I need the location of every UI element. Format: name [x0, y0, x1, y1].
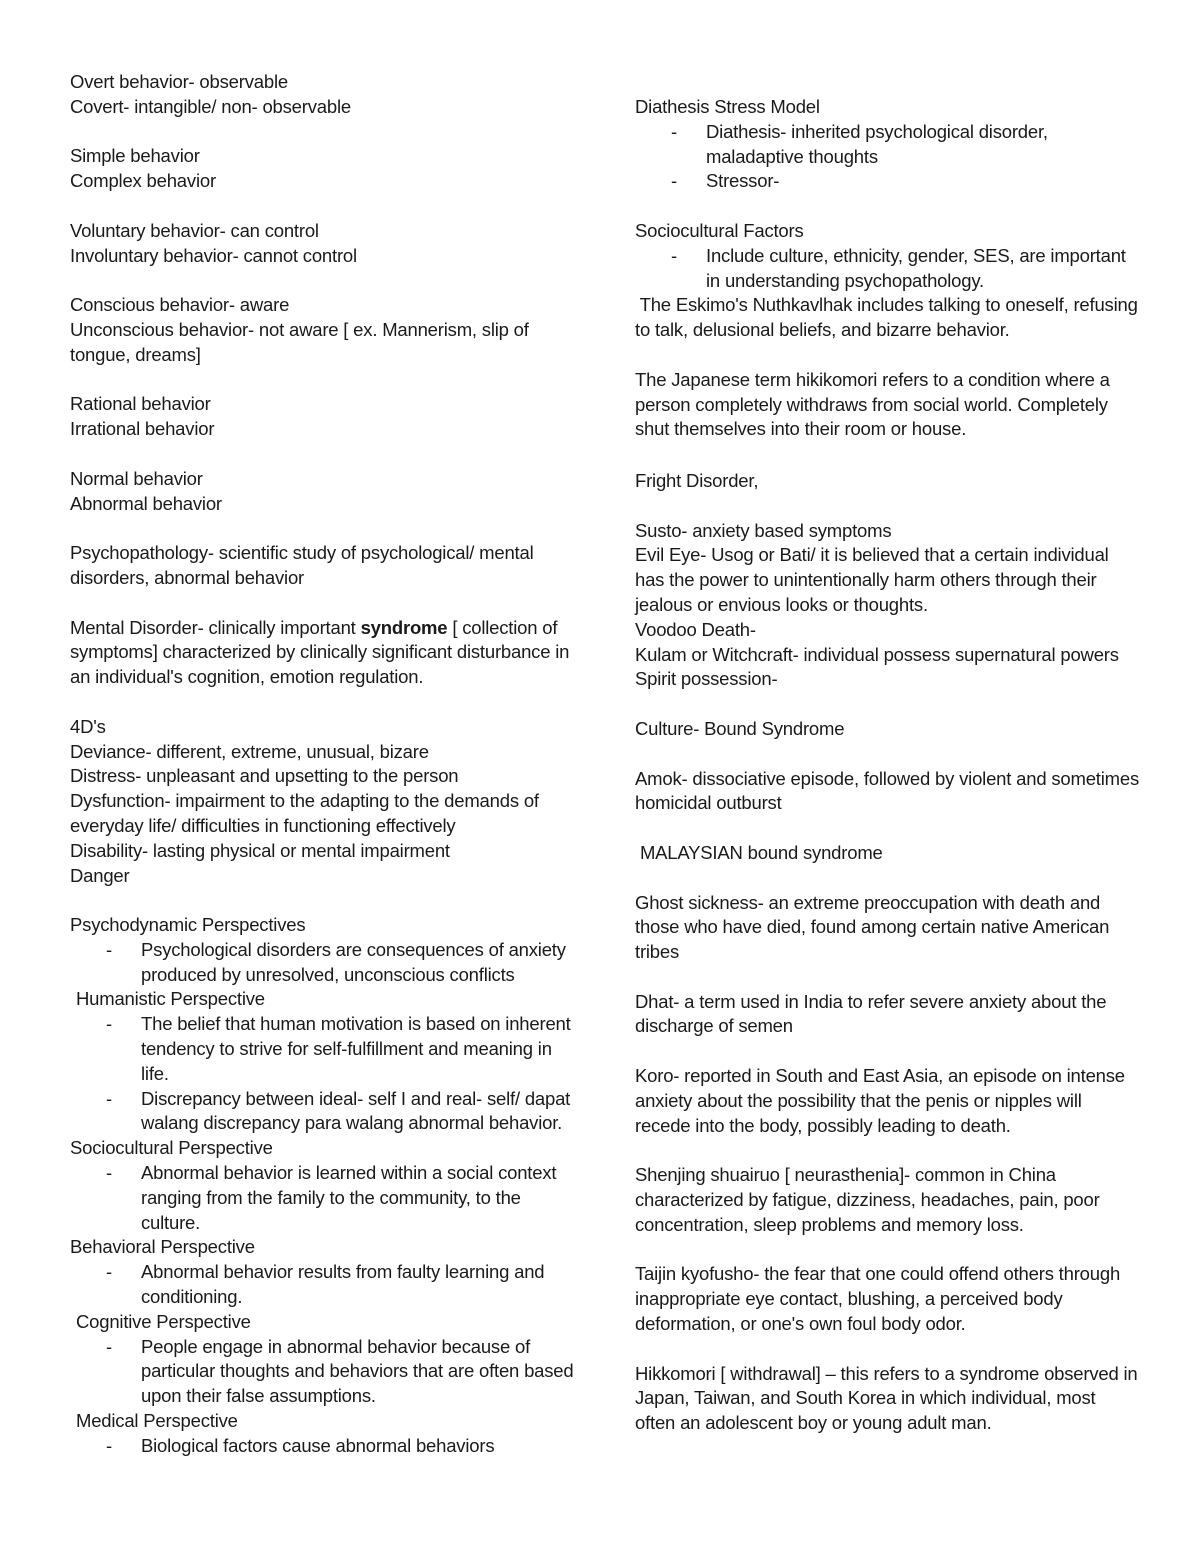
text-line: Stressor- [706, 170, 780, 192]
text-line: Ghost sickness- an extreme preoccupation with death and [635, 891, 1101, 913]
section-heading: Cognitive Perspective [76, 1310, 251, 1332]
mental-disorder-line [70, 616, 580, 641]
text-line: shut themselves into their room or house. [635, 418, 967, 440]
text-line: walang discrepancy para walang abnormal behavior. [141, 1112, 563, 1134]
text-line: Abnormal behavior is learned within a social context [141, 1162, 557, 1184]
text-line: homicidal outburst [635, 792, 782, 814]
text-line: Koro- reported in South and East Asia, an episode on intense [635, 1065, 1125, 1087]
bullet-item [635, 120, 1145, 170]
section-heading: Psychodynamic Perspectives [70, 914, 306, 936]
text-line: conditioning. [141, 1286, 243, 1308]
section-heading: Humanistic Perspective [76, 988, 265, 1010]
dash-marker: - [106, 1434, 112, 1456]
text-line: concentration, sleep problems and memory loss. [635, 1213, 1024, 1235]
text-line: discharge of semen [635, 1015, 793, 1037]
text-line: in understanding psychopathology. [706, 269, 984, 291]
text-line: People engage in abnormal behavior because of [141, 1335, 531, 1357]
text-line: ranging from the family to the community, to the [141, 1186, 521, 1208]
section-heading: Sociocultural Factors [635, 219, 804, 241]
text-line: jealous or envious looks or thoughts. [635, 593, 928, 615]
dash-marker: - [106, 1335, 112, 1357]
text-line: has the power to unintentionally harm others through their [635, 569, 1097, 591]
text-line: Voluntary behavior- can control [70, 219, 319, 241]
text-line: Psychological disorders are consequences of anxiety [141, 938, 566, 960]
text-line: Dhat- a term used in India to refer severe anxiety about the [635, 990, 1107, 1012]
text-line: Overt behavior- observable [70, 71, 288, 92]
text-line: The Eskimo's Nuthkavlhak includes talking to oneself, refusing [635, 294, 1138, 316]
text-line: maladaptive thoughts [706, 145, 878, 167]
text-line: Japan, Taiwan, and South Korea in which individual, most [635, 1387, 1096, 1409]
text-line: Abnormal behavior [70, 492, 222, 514]
text-line: Fright Disorder, [635, 469, 759, 491]
bullet-item [635, 169, 1145, 194]
text-line: Danger [70, 864, 130, 886]
text-line: Diathesis- inherited psychological disorder, [706, 120, 1048, 142]
text-line: Abnormal behavior results from faulty learning and [141, 1261, 545, 1283]
text-line: Covert- intangible/ non- observable [70, 95, 351, 117]
section-heading: 4D's [70, 715, 106, 737]
section-heading: Behavioral Perspective [70, 1236, 255, 1258]
dash-marker: - [106, 1087, 112, 1109]
bullet-item [70, 1260, 580, 1310]
text-line: Amok- dissociative episode, followed by violent and sometimes [635, 767, 1139, 789]
section-heading: Sociocultural Perspective [70, 1137, 273, 1159]
text-line: Susto- anxiety based symptoms [635, 519, 892, 541]
section-heading: Medical Perspective [76, 1410, 238, 1432]
text-span: Mental Disorder- clinically important [70, 616, 361, 638]
text-line: person completely withdraws from social world. Completely [635, 393, 1108, 415]
text-line: MALAYSIAN bound syndrome [635, 841, 883, 863]
text-line: Evil Eye- Usog or Bati/ it is believed that a certain individual [635, 544, 1109, 566]
bullet-item [70, 938, 580, 988]
text-line: Include culture, ethnicity, gender, SES, are important [706, 244, 1126, 266]
text-line: Irrational behavior [70, 418, 215, 440]
text-line: an individual's cognition, emotion regulation. [70, 666, 424, 688]
text-line: tongue, dreams] [70, 343, 201, 365]
text-line: Unconscious behavior- not aware [ ex. Mannerism, slip of [70, 318, 529, 340]
text-line: tribes [635, 941, 680, 963]
text-line: disorders, abnormal behavior [70, 566, 304, 588]
dash-marker: - [106, 1162, 112, 1184]
text-line: Complex behavior [70, 170, 216, 192]
text-line: The belief that human motivation is based on inherent [141, 1013, 571, 1035]
text-line: everyday life/ difficulties in functioning effectively [70, 814, 456, 836]
bullet-item [70, 1161, 580, 1235]
bullet-item [70, 1012, 580, 1086]
text-line: deformation, or one's own foul body odor. [635, 1313, 966, 1335]
text-line: produced by unresolved, unconscious conflicts [141, 963, 515, 985]
text-line: Rational behavior [70, 393, 211, 415]
text-line: Spirit possession- [635, 668, 778, 690]
text-line: Involuntary behavior- cannot control [70, 244, 357, 266]
text-line: Conscious behavior- aware [70, 294, 290, 316]
text-line: Distress- unpleasant and upsetting to the person [70, 765, 459, 787]
text-line: anxiety about the possibility that the penis or nipples will [635, 1089, 1082, 1111]
text-line: Kulam or Witchcraft- individual possess supernatural powers [635, 643, 1119, 665]
right-column [635, 95, 1145, 1436]
text-line: Discrepancy between ideal- self I and real- self/ dapat [141, 1087, 571, 1109]
text-line: Simple behavior [70, 145, 200, 167]
text-line: upon their false assumptions. [141, 1385, 376, 1407]
bullet-item [70, 1335, 580, 1409]
dash-marker: - [671, 170, 677, 192]
left-column [70, 70, 580, 1459]
text-line: culture. [141, 1211, 201, 1233]
text-line: Dysfunction- impairment to the adapting to the demands of [70, 790, 539, 812]
section-heading: Diathesis Stress Model [635, 96, 820, 117]
dash-marker: - [106, 938, 112, 960]
text-line: Normal behavior [70, 467, 203, 489]
text-line: recede into the body, possibly leading to death. [635, 1114, 1011, 1136]
dash-marker: - [106, 1261, 112, 1283]
text-line: Deviance- different, extreme, unusual, bizare [70, 740, 429, 762]
text-line: characterized by fatigue, dizziness, headaches, pain, poor [635, 1189, 1100, 1211]
syndrome-term: syndrome [360, 616, 448, 638]
text-line: Biological factors cause abnormal behaviors [141, 1434, 495, 1456]
dash-marker: - [671, 244, 677, 266]
text-line: Taijin kyofusho- the fear that one could offend others through [635, 1263, 1121, 1285]
bullet-item [635, 244, 1145, 294]
text-line: Shenjing shuairuo [ neurasthenia]- common in China [635, 1164, 1056, 1186]
dash-marker: - [106, 1013, 112, 1035]
text-line: those who have died, found among certain native American [635, 916, 1110, 938]
text-line: Disability- lasting physical or mental impairment [70, 839, 450, 861]
text-line: life. [141, 1062, 169, 1084]
text-line: tendency to strive for self-fulfillment and meaning in [141, 1038, 552, 1060]
bullet-item [70, 1087, 580, 1137]
text-line: particular thoughts and behaviors that are often based [141, 1360, 574, 1382]
text-line: symptoms] characterized by clinically significant disturbance in [70, 641, 570, 663]
text-line: to talk, delusional beliefs, and bizarre behavior. [635, 319, 1010, 341]
bullet-item [70, 1434, 580, 1459]
text-line: Hikkomori [ withdrawal] – this refers to a syndrome observed in [635, 1362, 1138, 1384]
text-line: Culture- Bound Syndrome [635, 717, 845, 739]
text-span: [ collection of [447, 616, 558, 638]
text-line: The Japanese term hikikomori refers to a condition where a [635, 368, 1110, 390]
text-line: inappropriate eye contact, blushing, a perceived body [635, 1288, 1063, 1310]
text-line: often an adolescent boy or young adult man. [635, 1412, 992, 1434]
text-line: Psychopathology- scientific study of psychological/ mental [70, 542, 534, 564]
dash-marker: - [671, 120, 677, 142]
text-line: Voodoo Death- [635, 618, 756, 640]
